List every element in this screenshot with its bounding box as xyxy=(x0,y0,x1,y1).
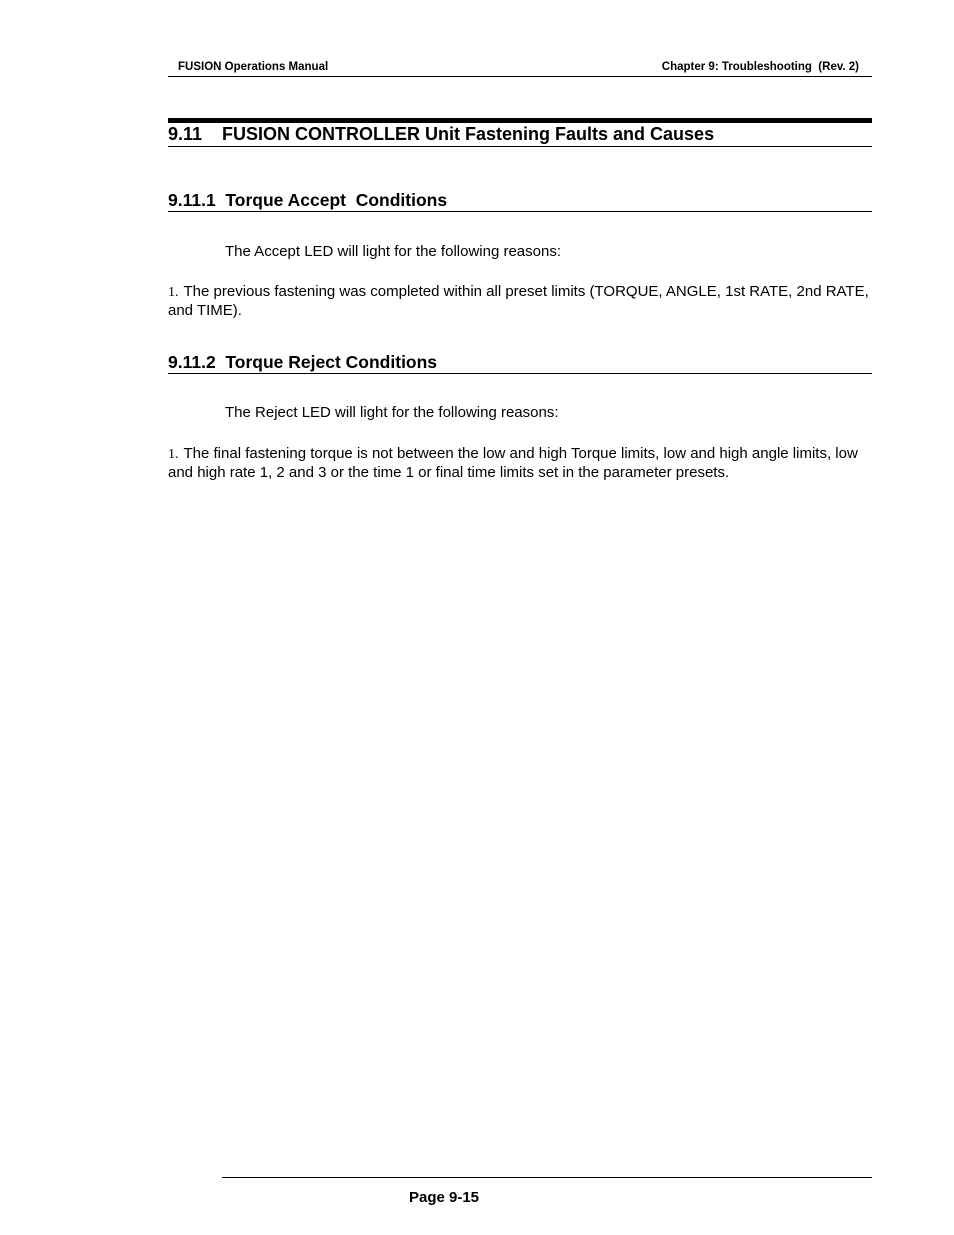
page-number xyxy=(222,1189,872,1206)
page-number-text: Page 9-15 xyxy=(408,1189,480,1206)
reject-list-item xyxy=(168,445,872,482)
accept-list-item xyxy=(168,283,872,320)
accept-conditions-heading: 9.11.1 Torque Accept Conditions xyxy=(168,190,872,212)
footer-rule xyxy=(222,1177,872,1178)
section-heading: 9.11 FUSION CONTROLLER Unit Fastening Faults and Causes xyxy=(168,124,872,147)
chapter-title: Chapter 9: Troubleshooting (Rev. 2) xyxy=(661,61,859,73)
manual-title: FUSION Operations Manual xyxy=(178,61,329,73)
list-number: 1. xyxy=(168,285,179,300)
list-text: The final fastening torque is not between the low and high Torque limits, low and high angle limits, low and high rate 1, 2 and 3 or the time 1 or final time limits set in the parameter presets. xyxy=(168,445,858,481)
list-text: The previous fastening was completed within all preset limits (TORQUE, ANGLE, 1st RATE, 2nd RATE, and TIME). xyxy=(168,283,869,319)
reject-intro: The Reject LED will light for the following reasons: xyxy=(225,404,559,421)
accept-intro: The Accept LED will light for the following reasons: xyxy=(225,243,561,260)
reject-conditions-heading: 9.11.2 Torque Reject Conditions xyxy=(168,352,872,374)
page-header xyxy=(168,60,872,77)
section-rule xyxy=(168,118,872,123)
list-number: 1. xyxy=(168,447,179,462)
